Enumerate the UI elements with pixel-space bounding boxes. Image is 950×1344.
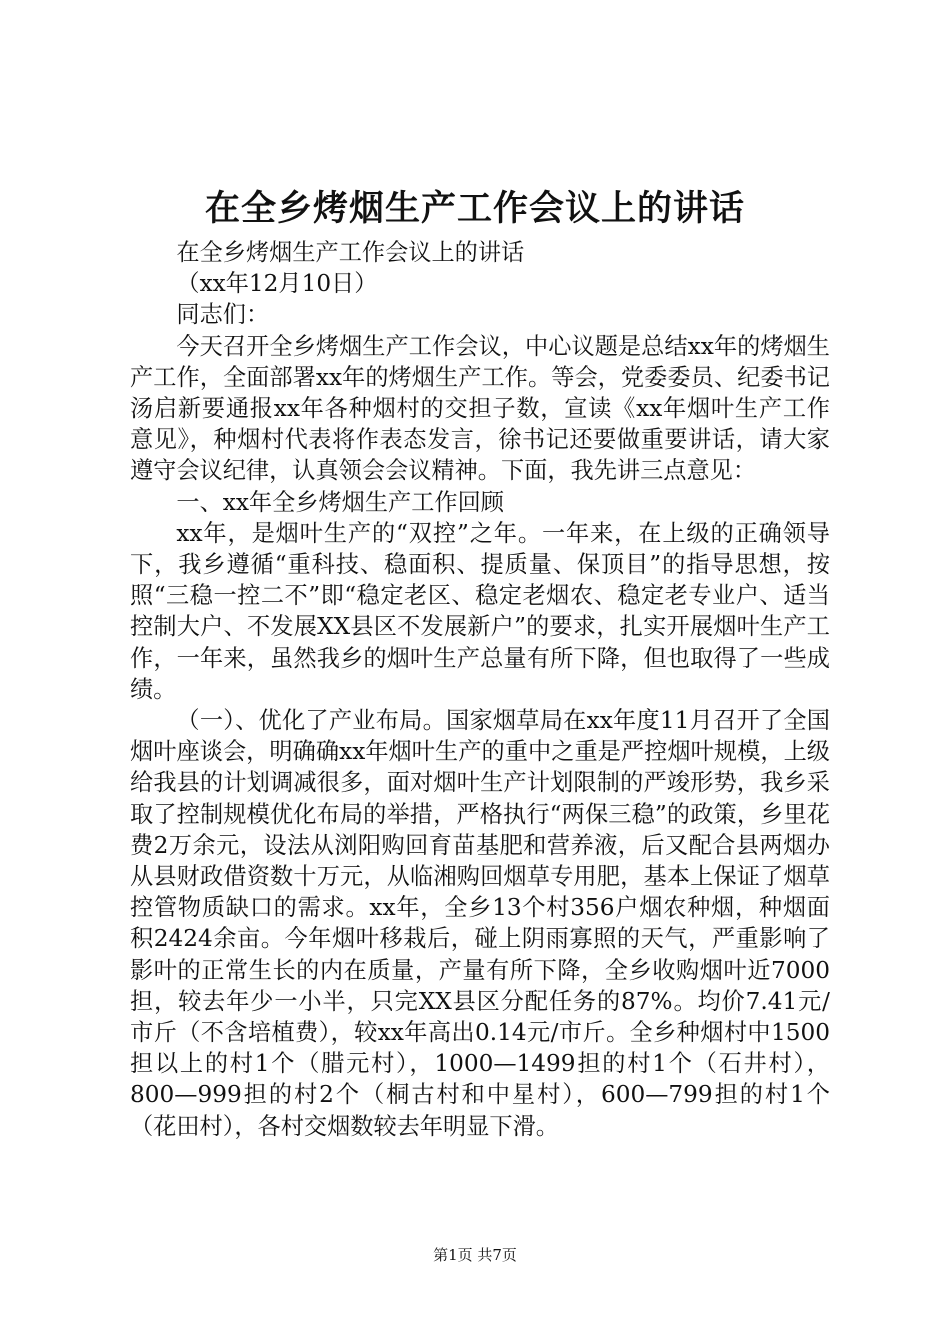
subtitle-paragraph: 在全乡烤烟生产工作会议上的讲话 [176, 239, 525, 266]
section-heading: 一、xx年全乡烤烟生产工作回顾 [176, 488, 504, 516]
layout-paragraph: （一）、优化了产业布局。国家烟草局在xx年度11月召开了全国烟叶座谈会，明确确xx年烟叶生产的重中之重是严控烟叶规模，上级给我县的计划调减很多，面对烟叶生产计划限制的严竣形势，我乡采取了控制规模优化布局的举措，严格执行“两保三稳”的政策，乡里花费2万余元，设法从浏阳购回育苗基肥和营养液，后又配合县两烟办从县财政借资数十万元，从临湘购回烟草专用肥，基本上保证了烟草控管物质缺口的需求。xx年，全乡13个村356户烟农种烟，种烟面积2424余亩。今年烟叶移栽后，碰上阴雨寡照的天气，严重影响了影叶的正常生长的内在质量，产量有所下降，全乡收购烟叶近7000担，较去年少一小半，只完XX县区分配任务的87%。均价7.41元/市斤（不含培植费），较xx年高出0.14元/市斤。全乡种烟村中1500担以上的村1个（腊元村），1000—1499担的村1个（石井村），800—999担的村2个（桐古村和中星村），600—799担的村1个（花田村），各村交烟数较去年明显下滑。 [130, 707, 830, 1140]
document-title: 在全乡烤烟生产工作会议上的讲话 [204, 188, 745, 229]
document-body [130, 237, 830, 1142]
date-paragraph: （xx年12月10日） [176, 270, 378, 298]
salutation-paragraph: 同志们： [176, 301, 270, 329]
review-paragraph: xx年，是烟叶生产的“双控”之年。一年来，在上级的正确领导下，我乡遵循“重科技、稳面积、提质量、保顶目”的指导思想，按照“三稳一控二不”即“稳定老区、稳定老烟农、稳定老专业户、适当控制大户、不发展XX县区不发展新户”的要求，扎实开展烟叶生产工作，一年来，虽然我乡的烟叶生产总量有所下降，但也取得了一些成绩。 [130, 519, 830, 703]
page-footer: 第1页 共7页 [433, 1246, 517, 1264]
intro-paragraph: 今天召开全乡烤烟生产工作会议，中心议题是总结xx年的烤烟生产工作，全面部署xx年的烤烟生产工作。等会，党委委员、纪委书记汤启新要通报xx年各种烟村的交担子数，宣读《xx年烟叶生产工作意见》，种烟村代表将作表态发言，徐书记还要做重要讲话，请大家遵守会议纪律，认真领会会议精神。下面，我先讲三点意见： [130, 332, 830, 485]
